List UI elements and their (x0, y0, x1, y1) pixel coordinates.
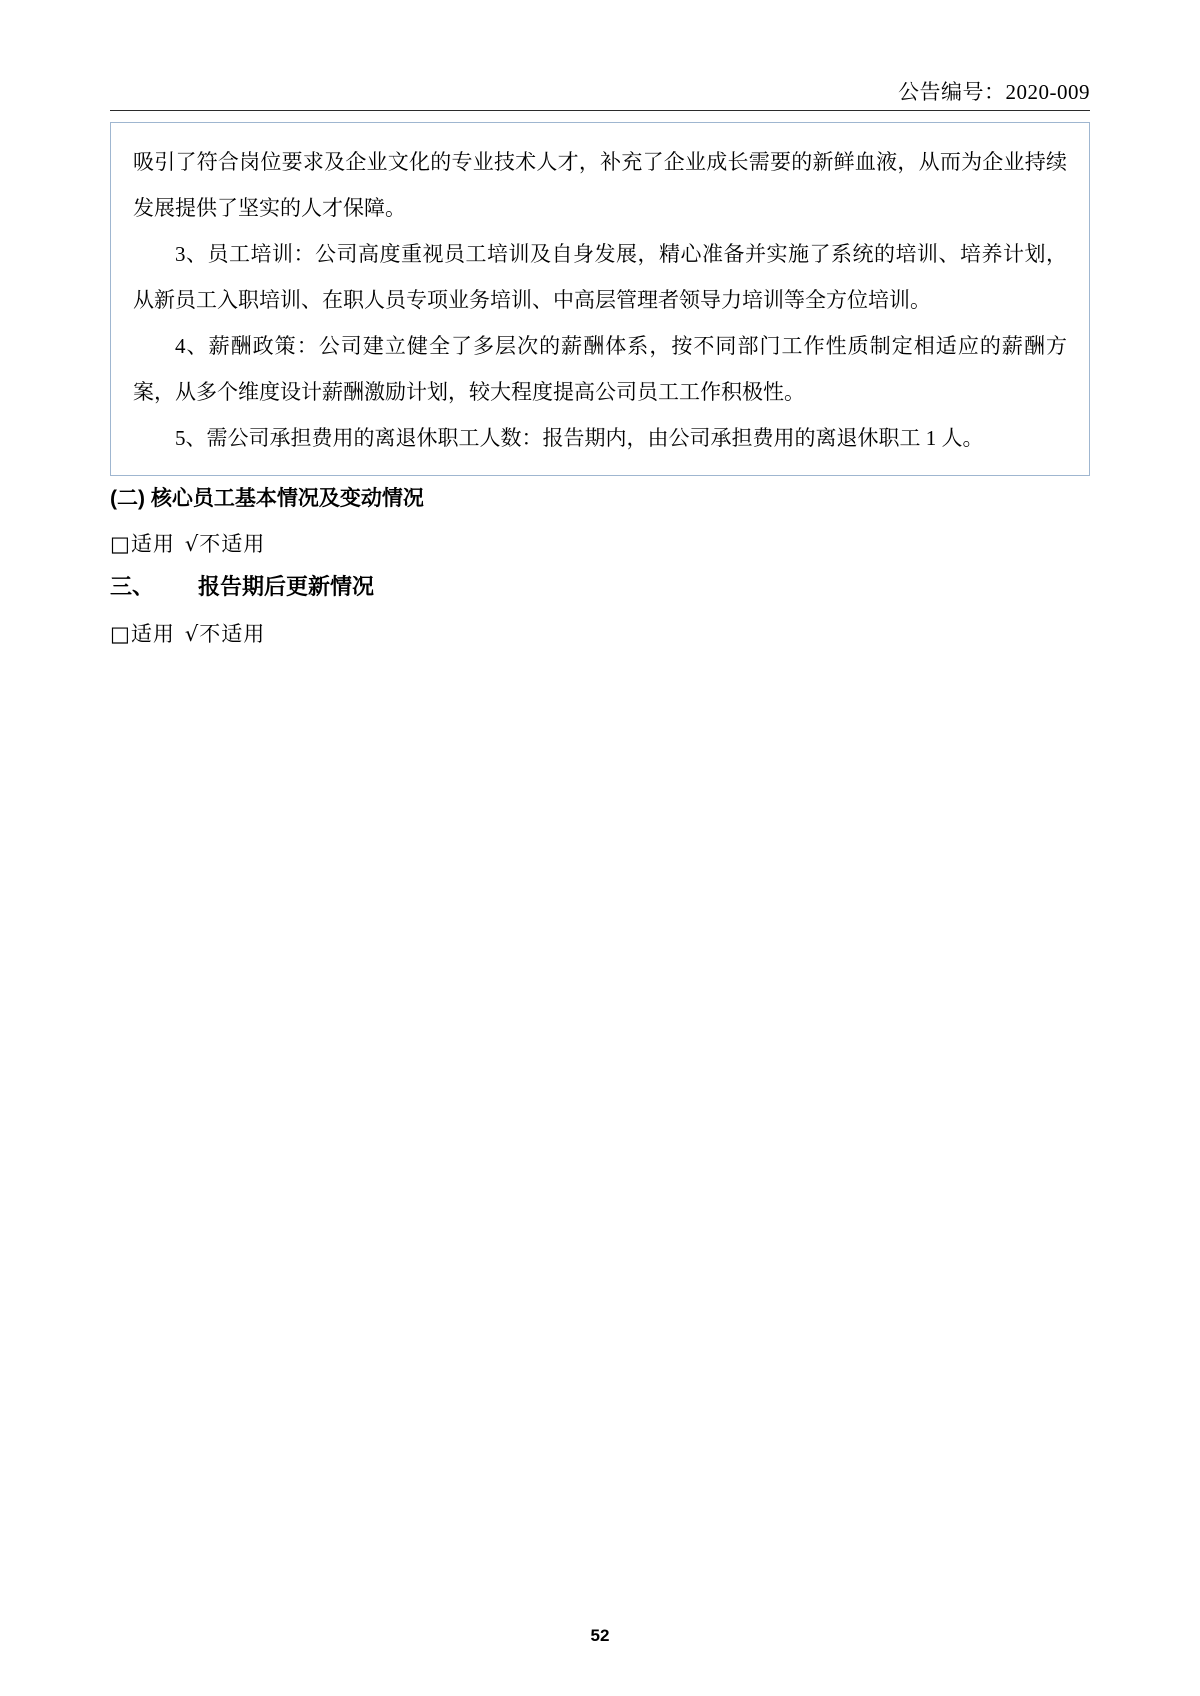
section-three-wrap (110, 574, 374, 599)
header-divider (110, 110, 1090, 111)
label-applicable: 适用 (130, 622, 175, 646)
section-three-heading (110, 570, 374, 601)
section-three-title: 报告期后更新情况 (198, 574, 375, 599)
checkbox-applicable-unchecked[interactable]: □ (110, 622, 131, 646)
announcement-number: 公告编号：2020-009 (898, 80, 1090, 104)
section-three-applicability (110, 618, 265, 648)
page-header (110, 76, 1090, 106)
label-not-applicable: 不适用 (199, 622, 266, 646)
paragraph-item-3: 3、员工培训：公司高度重视员工培训及自身发展，精心准备并实施了系统的培训、培养计划，从新员工入职培训、在职人员专项业务培训、中高层管理者领导力培训等全方位培训。 (133, 242, 1067, 312)
checkbox-not-applicable-checked[interactable]: √ (184, 532, 200, 556)
section-two-heading (110, 482, 424, 512)
label-not-applicable: 不适用 (199, 532, 266, 556)
checkbox-not-applicable-checked[interactable]: √ (184, 622, 200, 646)
section-two-title: (二) 核心员工基本情况及变动情况 (110, 487, 424, 510)
footer-page-number: 52 (590, 1626, 610, 1645)
page-content (110, 0, 1090, 1696)
paragraph-continuation: 吸引了符合岗位要求及企业文化的专业技术人才，补充了企业成长需要的新鲜血液，从而为企业持续发展提供了坚实的人才保障。 (133, 150, 1067, 220)
section-three-number: 三、 (110, 574, 155, 599)
section-two-applicability (110, 528, 265, 558)
highlighted-text-box (110, 122, 1090, 476)
paragraph-item-4: 4、薪酬政策：公司建立健全了多层次的薪酬体系，按不同部门工作性质制定相适应的薪酬方案，从多个维度设计薪酬激励计划，较大程度提高公司员工工作积极性。 (133, 334, 1067, 404)
paragraph-item-5: 5、需公司承担费用的离退休职工人数：报告期内，由公司承担费用的离退休职工 1 人。 (175, 426, 984, 450)
checkbox-applicable-unchecked[interactable]: □ (110, 532, 131, 556)
label-applicable: 适用 (130, 532, 175, 556)
